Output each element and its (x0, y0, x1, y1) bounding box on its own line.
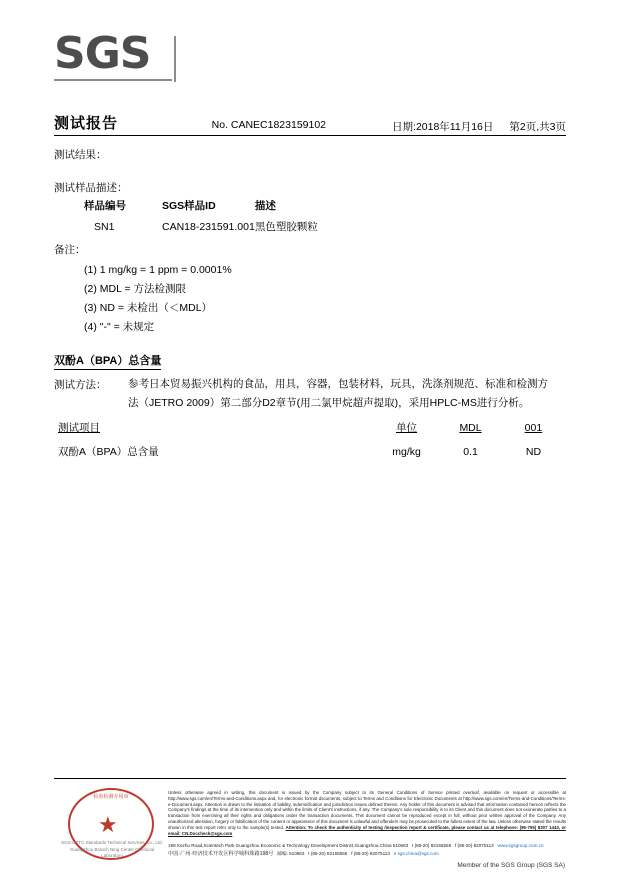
footer-web-en: www.sgsgroup.com.cn (497, 843, 544, 848)
column-header-description: 描述 (254, 200, 276, 212)
column-header-unit: 单位 (396, 422, 418, 434)
footer-address-en: 198 Kezhu Road,Scientech Park Guangzhou Economic & Technology Development District,Guangzhou,China 510663 (168, 843, 409, 848)
list-item: (1) 1 mg/kg = 1 ppm = 0.0001% (84, 264, 232, 276)
report-number: No. CANEC1823159102 (211, 119, 327, 131)
cell-mdl: 0.1 (463, 445, 478, 458)
stamp-subtext-line: SGS-CSTC Standards Technical Services Co., Ltd. (61, 840, 163, 845)
sgs-logo (54, 28, 184, 81)
logo-vertical-bar (174, 36, 176, 82)
footer-address-cn: 中国·广州·经济技术开发区科学城科珠路198号 (168, 850, 274, 857)
cell-result-001: ND (525, 445, 542, 458)
disclaimer-text: Unless otherwise agreed in writing, this document is issued by the Company subject to its General Conditions of Service printed overleaf, available on request or accessible at http://www.sgs.com/en/Terms-and-Conditions.aspx and, for electronic format documents, subject to Terms and Conditions for Electronic Documents at http://www.sgs.com/en/Terms-and-Conditions/Terms-e-Document.aspx. Attention is drawn to the limitation of liability, indemnification and jurisdiction issues defined therein. Any holder of this document is advised that information contained hereon reflects the Company's findings at the time of its intervention only and within the limits of Client's instructions, if any. The Company's sole responsibility is to its Client and this document does not exonerate parties to a transaction from exercising all their rights and obligations under the transaction documents. This document cannot be reproduced except in full, without prior written approval of the Company. Any unauthorized alteration, forgery or falsification of the content or appearance of this document is unlawful and offenders may be prosecuted to the fullest extent of the law. Unless otherwise stated the results shown in this test report refer only to the sample(s) tested. (168, 790, 566, 830)
footer-address-en-row (168, 842, 566, 850)
logo-underline (54, 79, 172, 81)
footer-divider (54, 778, 566, 779)
results-label: 测试结果： (54, 149, 107, 161)
footer-address-cn-row (168, 850, 566, 859)
table-row (84, 219, 375, 234)
report-title-row (54, 112, 566, 134)
list-item: (4) "-" = 未规定 (84, 321, 155, 333)
column-header-sample-001: 001 (524, 421, 543, 434)
list-item: (3) ND = 未检出（＜MDL） (84, 302, 213, 314)
cell-unit: mg/kg (392, 445, 421, 458)
header-divider (54, 135, 566, 136)
cell-sgs-id: CAN18-231591.001 (162, 220, 255, 233)
cell-sample-no: SN1 (94, 220, 115, 233)
test-method-label: 测试方法： (54, 379, 107, 391)
column-header-test-item: 测试项目 (58, 422, 100, 434)
sgs-logo-text: SGS (54, 28, 151, 79)
footer-address-block (168, 842, 566, 858)
footer-fax-en: f (86-20) 82075113 (454, 843, 494, 848)
footer-email-cn: e sgs.china@sgs.com (393, 850, 439, 856)
method-line: 法（JETRO 2009）第二部分D2章节(用二氯甲烷超声提取)，采用HPLC-MS进行分析。 (128, 397, 530, 409)
sample-description-table (84, 198, 375, 234)
footer-disclaimer (168, 790, 566, 836)
result-table (54, 420, 566, 459)
column-header-mdl: MDL (459, 421, 482, 434)
stamp-subtext (60, 840, 164, 860)
official-stamp (60, 788, 164, 864)
footer-member-text: Member of the SGS Group (SGS SA) (457, 862, 565, 869)
cell-test-item: 双酚A（BPA）总含量 (58, 446, 159, 458)
footer-attention-line: Attention: To check the authenticity of testing /inspection report & certificate, please contact us at telephone: (86-755) 8307 1443, or email: CN.Doccheck@sgs.com (168, 824, 566, 836)
footer-tel-cn: t (86-20) 82155555 (308, 850, 348, 856)
star-icon: ★ (98, 812, 118, 837)
page-number: 第2页,共3页 (509, 121, 566, 133)
footer-tel-en: t (86-20) 82155555 (412, 843, 452, 848)
remarks-list (84, 261, 232, 337)
table-header-row (54, 420, 566, 438)
page-title: 测试报告 (54, 115, 119, 132)
table-header-row (84, 198, 375, 219)
report-date: 日期:2018年11月16日 (392, 121, 494, 133)
remarks-label: 备注： (54, 244, 86, 256)
footer-zip-cn: 邮编: 510663 (277, 850, 305, 856)
cell-description: 黑色塑胶颗粒 (254, 221, 318, 233)
stamp-arc-text: 检验检测专用章 (93, 794, 129, 800)
report-meta (118, 119, 566, 134)
footer-fax-cn: f (86-20) 82075113 (351, 850, 390, 856)
method-line: 参考日本贸易振兴机构的食品，用具，容器，包装材料，玩具，洗涤剂规范、标准和检测方 (128, 378, 548, 390)
sample-description-label: 测试样品描述： (54, 182, 128, 194)
column-header-sample-no: 样品编号 (84, 200, 126, 212)
table-row (54, 438, 566, 459)
test-method-text (128, 375, 566, 413)
stamp-subtext-line: Guangzhou Branch Ning Center Chemical Laboratory (69, 846, 155, 858)
section-heading-bpa: 双酚A（BPA）总含量 (54, 352, 161, 370)
column-header-sgs-id: SGS样品ID (162, 200, 216, 212)
list-item: (2) MDL = 方法检测限 (84, 283, 186, 295)
